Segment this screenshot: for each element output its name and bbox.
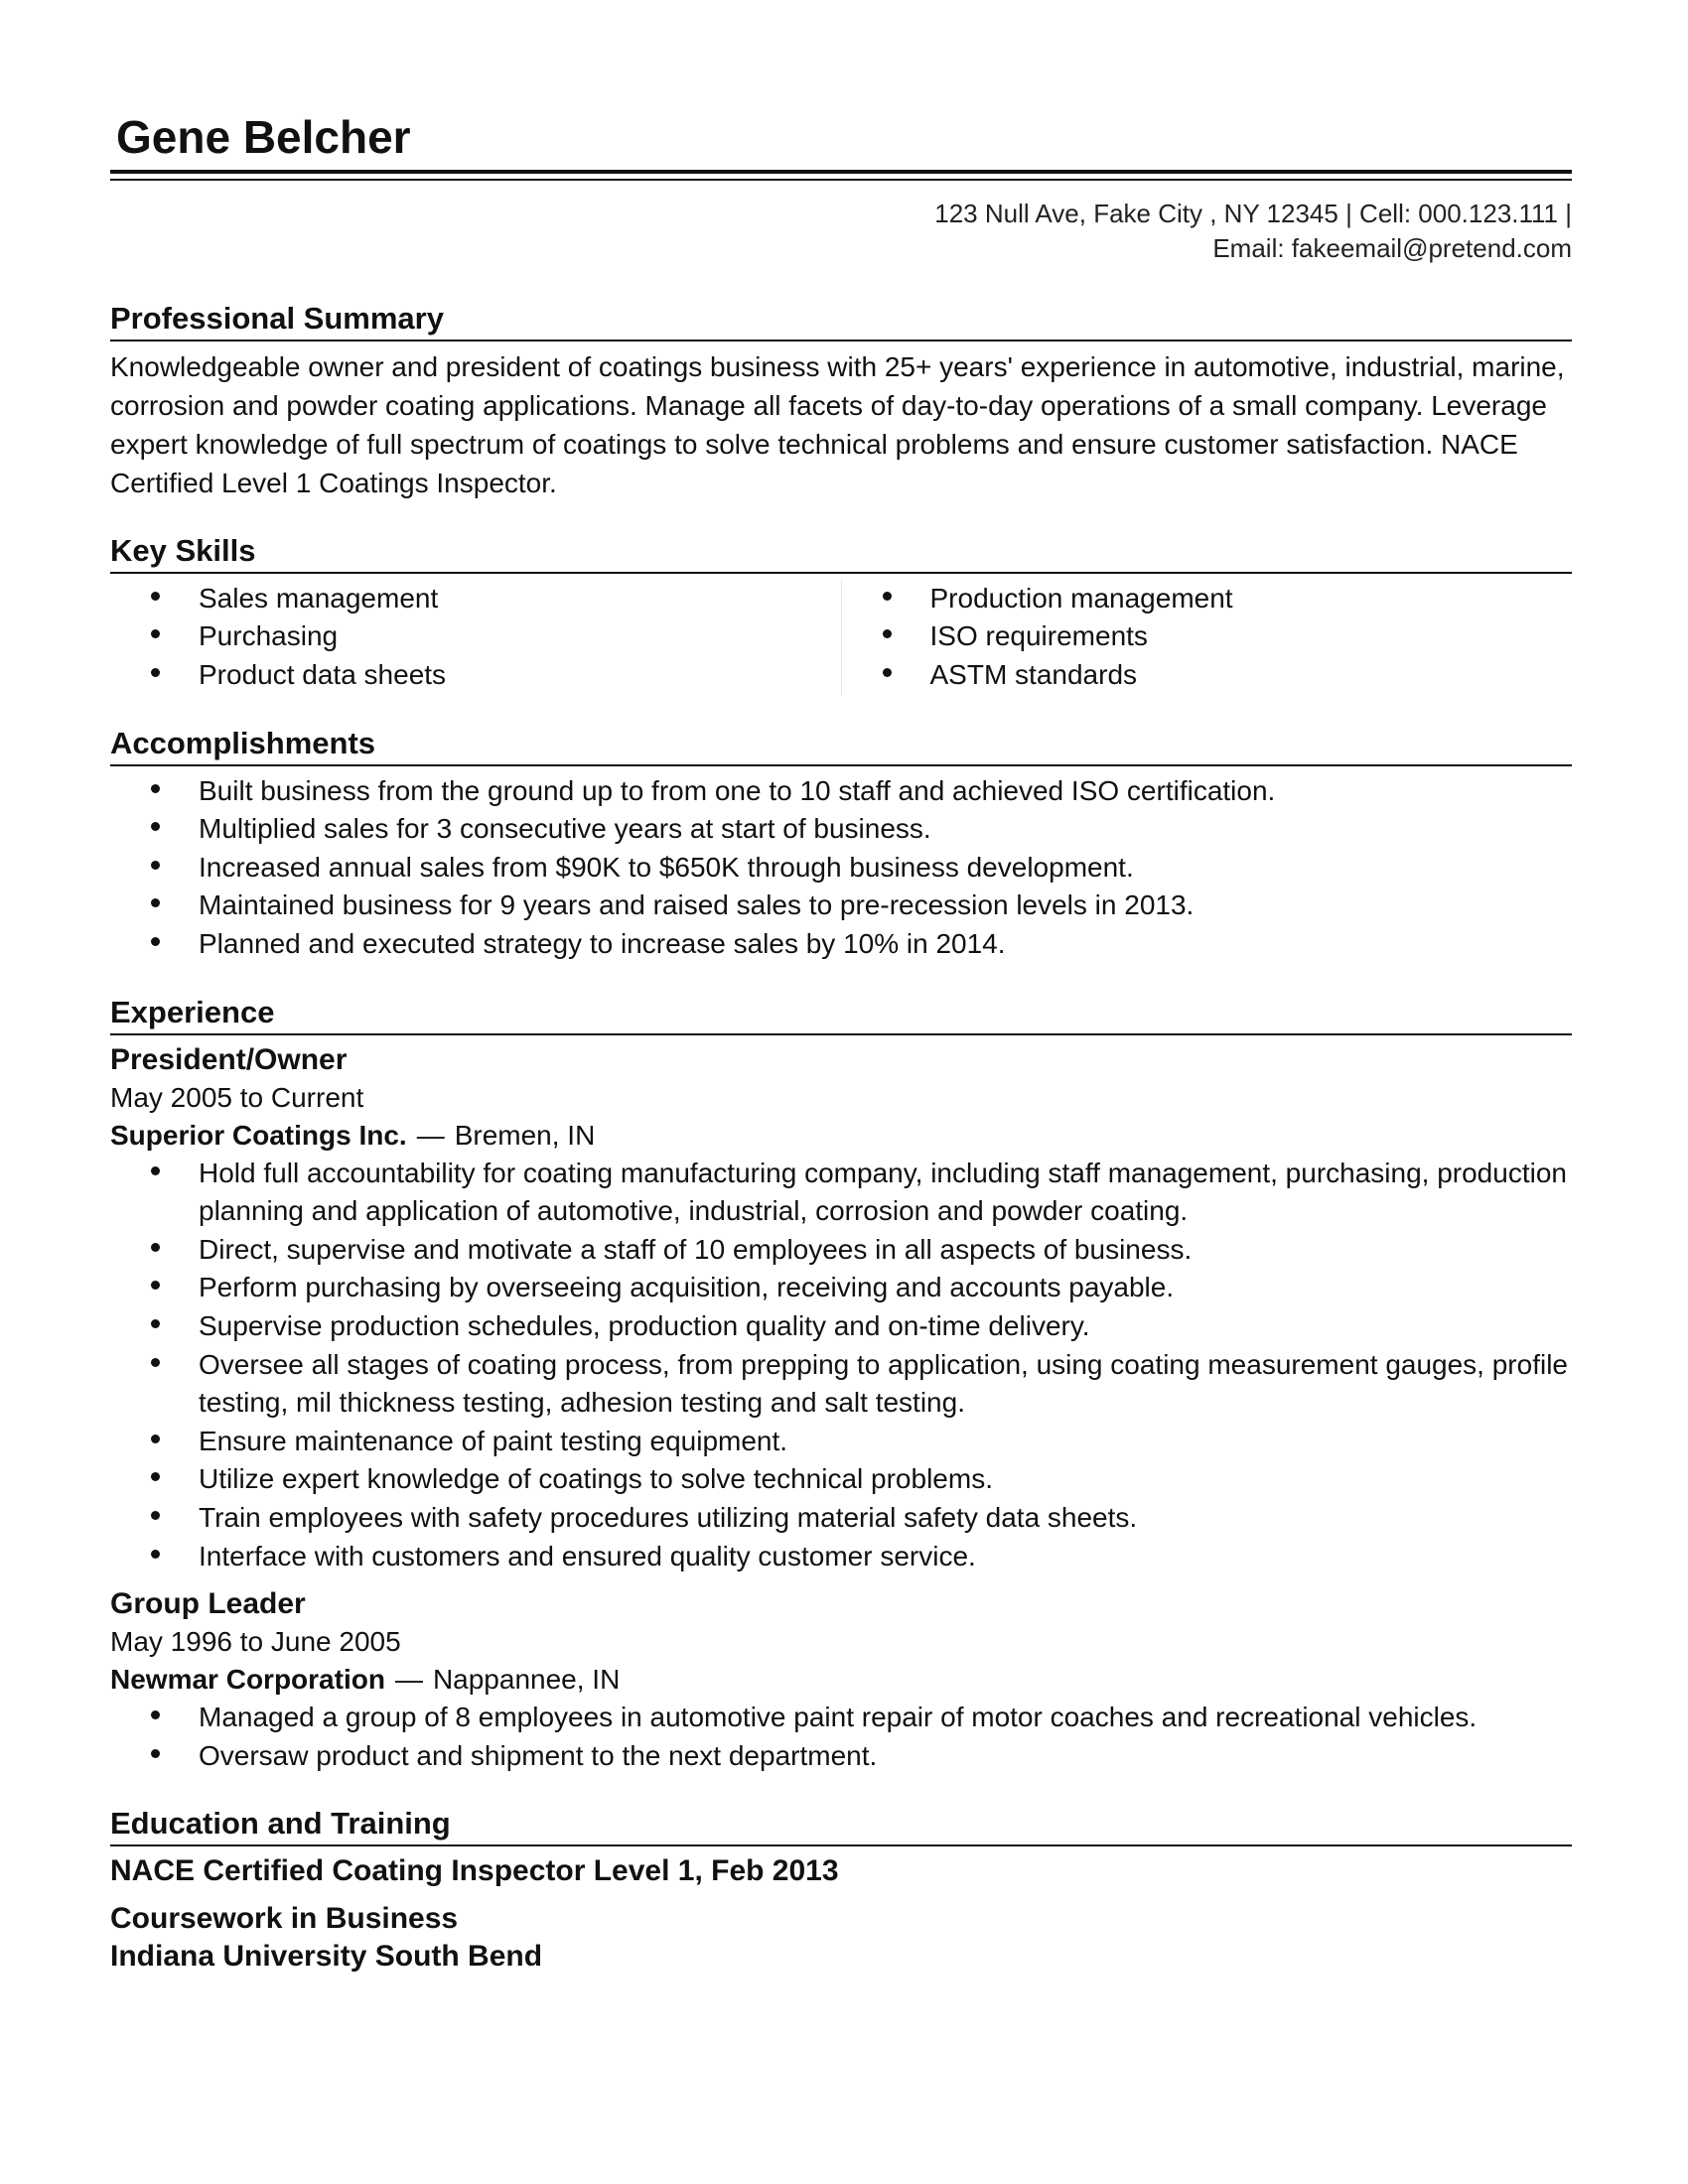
summary-text: Knowledgeable owner and president of coatings business with 25+ years' experience in automotive, industrial, marine, corrosion and powder coating applications. Manage all facets of day-to-day operations of a small company. Leverage expert knowledge of full spectrum of coatings to solve technical problems and ensure customer satisfaction. NACE Certified Level 1 Coatings Inspector. bbox=[110, 350, 1565, 498]
job-separator: — bbox=[394, 1664, 423, 1696]
job-bullet: Utilize expert knowledge of coatings to solve technical problems. bbox=[110, 1460, 1572, 1499]
section-experience bbox=[110, 994, 1572, 1776]
section-rule bbox=[110, 1033, 1572, 1035]
job-title: President/Owner bbox=[110, 1042, 348, 1076]
section-rule bbox=[110, 340, 1572, 341]
contact-info bbox=[110, 197, 1572, 266]
section-rule bbox=[110, 764, 1572, 766]
skills-column-left bbox=[110, 580, 842, 695]
job-company-line bbox=[110, 1117, 1572, 1155]
education-entry bbox=[110, 1900, 1572, 1976]
job-dates: May 1996 to June 2005 bbox=[110, 1626, 401, 1658]
section-skills bbox=[110, 532, 1572, 695]
accomplishment-item: Planned and executed strategy to increase sales by 10% in 2014. bbox=[110, 925, 1572, 964]
section-title-accomplishments: Accomplishments bbox=[110, 725, 376, 760]
job-bullet: Oversee all stages of coating process, from prepping to application, using coating measurement gauges, profile testing, mil thickness testing, adhesion testing and salt testing. bbox=[110, 1346, 1572, 1423]
job-company: Superior Coatings Inc. bbox=[110, 1119, 407, 1151]
job-entry bbox=[110, 1041, 1572, 1576]
candidate-name: Gene Belcher bbox=[116, 111, 411, 163]
job-bullet: Supervise production schedules, production quality and on-time delivery. bbox=[110, 1307, 1572, 1346]
job-separator: — bbox=[416, 1119, 445, 1151]
skill-item: Purchasing bbox=[110, 617, 841, 656]
accomplishment-item: Multiplied sales for 3 consecutive years at start of business. bbox=[110, 810, 1572, 849]
section-rule bbox=[110, 572, 1572, 574]
job-dates: May 2005 to Current bbox=[110, 1081, 364, 1113]
job-bullet: Managed a group of 8 employees in automotive paint repair of motor coaches and recreational vehicles. bbox=[110, 1699, 1572, 1737]
job-company: Newmar Corporation bbox=[110, 1664, 385, 1696]
education-certification: NACE Certified Coating Inspector Level 1, Feb 2013 bbox=[110, 1854, 839, 1888]
section-summary bbox=[110, 300, 1572, 502]
section-title-summary: Professional Summary bbox=[110, 300, 444, 336]
job-location: Nappannee, IN bbox=[432, 1664, 621, 1696]
job-company-line bbox=[110, 1661, 1572, 1699]
section-title-experience: Experience bbox=[110, 994, 275, 1029]
job-entry bbox=[110, 1585, 1572, 1775]
header-rule-thin bbox=[110, 179, 1572, 181]
contact-line-address: 123 Null Ave, Fake City , NY 12345 | Cell: 000.123.111 | bbox=[934, 198, 1572, 228]
job-title: Group Leader bbox=[110, 1587, 306, 1621]
section-education bbox=[110, 1805, 1572, 1976]
skills-column-right bbox=[842, 580, 1573, 695]
accomplishment-item: Built business from the ground up to from one to 10 staff and achieved ISO certification. bbox=[110, 772, 1572, 811]
contact-line-email: Email: fakeemail@pretend.com bbox=[1212, 232, 1572, 263]
section-title-skills: Key Skills bbox=[110, 532, 256, 568]
section-title-education: Education and Training bbox=[110, 1806, 451, 1842]
job-location: Bremen, IN bbox=[454, 1119, 596, 1151]
skill-item: Product data sheets bbox=[110, 656, 841, 695]
job-bullet: Ensure maintenance of paint testing equipment. bbox=[110, 1423, 1572, 1461]
header-rule-thick bbox=[110, 170, 1572, 174]
job-bullet: Interface with customers and ensured quality customer service. bbox=[110, 1538, 1572, 1576]
skill-item: Sales management bbox=[110, 580, 841, 618]
job-bullet: Hold full accountability for coating manufacturing company, including staff management, purchasing, production planning and application of automotive, industrial, corrosion and powder coating. bbox=[110, 1155, 1572, 1231]
job-bullet: Direct, supervise and motivate a staff of 10 employees in all aspects of business. bbox=[110, 1231, 1572, 1270]
skill-item: ASTM standards bbox=[842, 656, 1573, 695]
section-rule bbox=[110, 1844, 1572, 1846]
skill-item: Production management bbox=[842, 580, 1573, 618]
resume-content bbox=[110, 111, 1572, 1976]
accomplishment-item: Maintained business for 9 years and raised sales to pre-recession levels in 2013. bbox=[110, 887, 1572, 925]
section-accomplishments bbox=[110, 725, 1572, 964]
education-school: Indiana University South Bend bbox=[110, 1940, 543, 1974]
accomplishment-item: Increased annual sales from $90K to $650K through business development. bbox=[110, 849, 1572, 887]
education-coursework: Coursework in Business bbox=[110, 1902, 459, 1936]
job-bullet: Train employees with safety procedures utilizing material safety data sheets. bbox=[110, 1499, 1572, 1538]
job-bullet: Oversaw product and shipment to the next department. bbox=[110, 1737, 1572, 1776]
skills-grid bbox=[110, 580, 1572, 695]
skill-item: ISO requirements bbox=[842, 617, 1573, 656]
job-bullet: Perform purchasing by overseeing acquisition, receiving and accounts payable. bbox=[110, 1269, 1572, 1307]
